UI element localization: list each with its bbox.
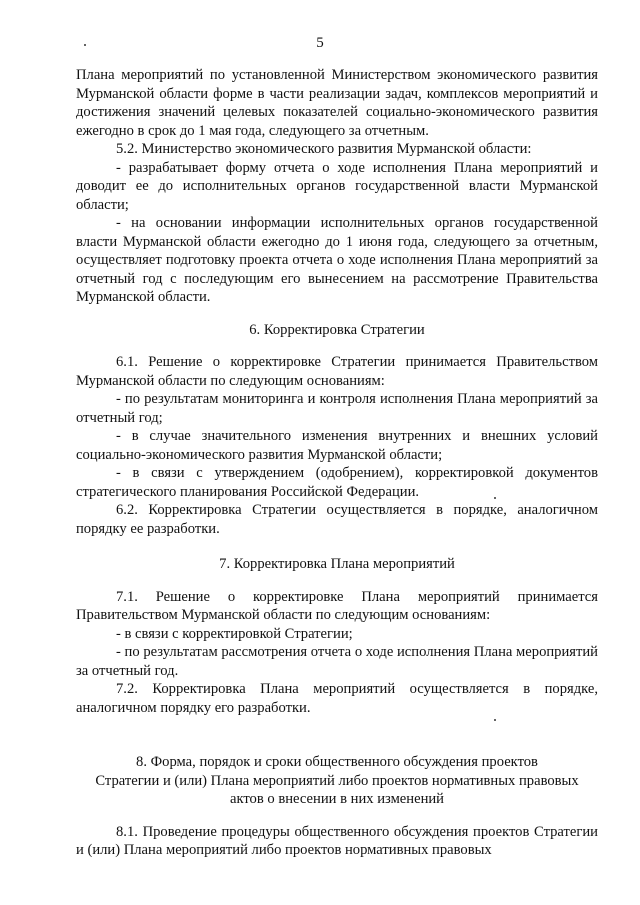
document-body: [76, 66, 598, 860]
page-number: 5: [316, 35, 324, 51]
paragraph: - в связи с утверждением (одобрением), корректировкой документов стратегического планирования Российской Федерации.: [76, 465, 598, 500]
paragraph: 6.1. Решение о корректировке Стратегии принимается Правительством Мурманской области по следующим основаниям:: [76, 354, 598, 389]
section-8-heading-line: 8. Форма, порядок и сроки общественного обсуждения проектов: [136, 754, 538, 770]
section-8-heading-line: Стратегии и (или) Плана мероприятий либо проектов нормативных правовых: [95, 772, 579, 789]
section-6-heading: 6. Корректировка Стратегии: [249, 321, 425, 338]
paragraph: - в связи с корректировкой Стратегии;: [116, 625, 353, 642]
paragraph: Плана мероприятий по установленной Министерством экономического развития Мурманской области форме в части реализации задач, комплексов мероприятий и достижения значений целевых показателей социально-экономического развития ежегодно в срок до 1 мая года, следующего за отчетным.: [76, 67, 598, 139]
paragraph: 8.1. Проведение процедуры общественного обсуждения проектов Стратегии и (или) Плана мероприятий либо проектов нормативных правовых: [76, 823, 598, 858]
section-7-heading: 7. Корректировка Плана мероприятий: [219, 556, 455, 572]
paragraph: - по результатам мониторинга и контроля исполнения Плана мероприятий за отчетный год;: [76, 391, 598, 426]
paragraph: - разрабатывает форму отчета о ходе исполнения Плана мероприятий и доводит ее до исполнительных органов государственной власти Мурманской области;: [76, 159, 598, 213]
paragraph: 5.2. Министерство экономического развития Мурманской области:: [116, 141, 532, 157]
section-8-heading-line: актов о внесении в них изменений: [230, 791, 444, 807]
paragraph: - в случае значительного изменения внутренних и внешних условий социально-экономического развития Мурманской области;: [76, 428, 598, 463]
section-8-heading: [76, 753, 598, 809]
paragraph: - на основании информации исполнительных органов государственной власти Мурманской области ежегодно до 1 июня года, следующего за отчетным, осуществляет подготовку проекта отчета о ходе исполнения Плана мероприятий за отчетный год с последующим его вынесением на рассмотрение Правительства Мурманской области.: [76, 215, 598, 305]
paragraph: 7.2. Корректировка Плана мероприятий осуществляется в порядке, аналогичном порядку его разработки.: [76, 681, 598, 716]
paragraph: 6.2. Корректировка Стратегии осуществляется в порядке, аналогичном порядку ее разработки.: [76, 502, 598, 537]
paragraph: 7.1. Решение о корректировке Плана мероприятий принимается Правительством Мурманской области по следующим основаниям:: [76, 588, 598, 623]
paragraph: - по результатам рассмотрения отчета о ходе исполнения Плана мероприятий за отчетный год.: [76, 644, 598, 679]
